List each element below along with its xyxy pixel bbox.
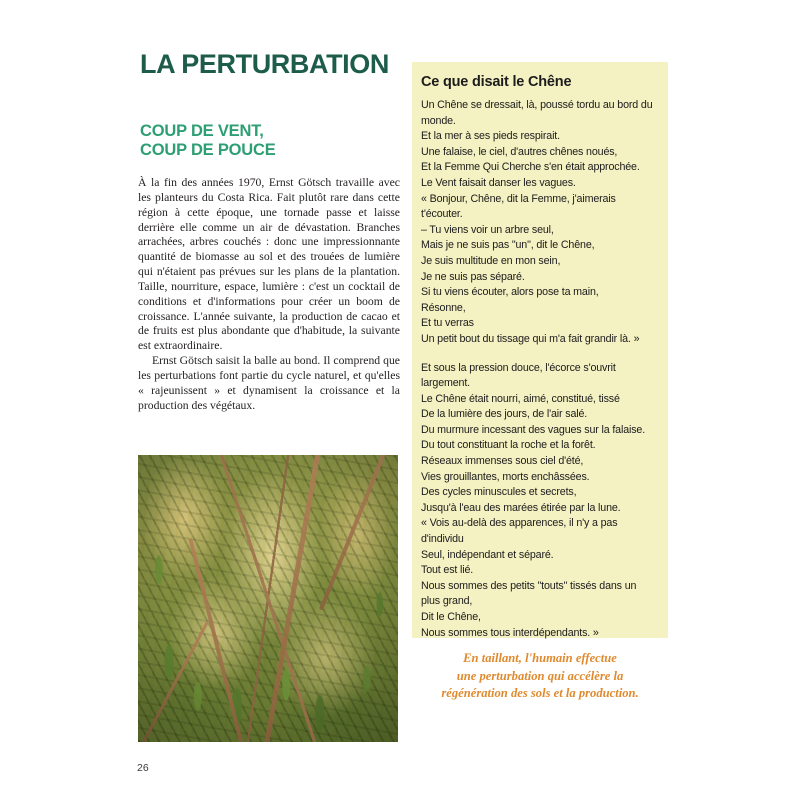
poem-line: Le Vent faisait danser les vagues. [421,176,576,189]
poem-lines [421,98,658,641]
poem-line: – Tu viens voir un arbre seul, [421,223,554,236]
poem-line: Je suis multitude en mon sein, [421,254,561,267]
section-title-line-1: COUP DE VENT, [140,122,264,140]
body-paragraph-2: Ernst Götsch saisit la balle au bond. Il comprend que les perturbations font partie du cycle naturel, et qu'elles « rajeunissent » et dynamisent la croissance et la production des végétaux. [138,354,400,412]
caption-line-2: une perturbation qui accélère la [456,668,624,683]
photo-vignette [138,455,398,742]
poem-line: Réseaux immenses sous ciel d'été, [421,455,584,468]
page-title: LA PERTURBATION [140,49,389,79]
poem-title: Ce que disait le Chêne [421,74,572,90]
poem-callout-box [412,62,668,638]
poem-line: Vies grouillantes, morts enchâssées. [421,470,590,483]
poem-line: Et la Femme Qui Cherche s'en était approchée. [421,161,640,174]
page-number: 26 [137,762,149,774]
poem-line: « Bonjour, Chêne, dit la Femme, j'aimerais t'écouter. [421,192,616,221]
poem-line: Du tout constituant la roche et la forêt. [421,439,596,452]
poem-line: Et la mer à ses pieds respirait. [421,130,560,143]
body-paragraph-1: À la fin des années 1970, Ernst Götsch travaille avec les planteurs du Costa Rica. Fait plutôt rare dans cette région à cette époque, une tornade passe et laisse derrière elle comme un air de dévastation. Branches arrachées, arbres couchés : donc une impressionnante quantité de biomasse au sol et des trouées de lumière qui n'étaient pas prévues sur les plans de la plantation. Taille, nourriture, espace, lumière : c'est un cocktail de conditions et d'informations pour créer un boom de croissance. L'année suivante, la production de cacao et de fruits est plus abondante que d'habitude, la suivante est extraordinaire. [138,176,400,353]
section-title-line-2: COUP DE POUCE [140,141,276,160]
poem-line-blank [421,348,658,361]
poem-line: Résonne, [421,301,466,314]
poem-line: Nous sommes tous interdépendants. » [421,626,599,639]
poem-line: Je ne suis pas séparé. [421,270,525,283]
poem-line: Si tu viens écouter, alors pose ta main, [421,286,599,299]
poem-line: De la lumière des jours, de l'air salé. [421,408,588,421]
poem-line: Un petit bout du tissage qui m'a fait grandir là. » [421,332,640,345]
poem-line: Et sous la pression douce, l'écorce s'ouvrit largement. [421,361,616,390]
caption-line-1: En taillant, l'humain effectue [463,651,617,665]
pull-quote-caption [412,650,668,703]
section-title [140,122,276,161]
poem-line: Une falaise, le ciel, d'autres chênes noués, [421,145,618,158]
vegetation-photo [138,455,398,742]
poem-line: Seul, indépendant et séparé. [421,548,554,561]
poem-line: Des cycles minuscules et secrets, [421,486,577,499]
poem-line: Jusqu'à l'eau des marées étirée par la lune. [421,501,621,514]
poem-line: Le Chêne était nourri, aimé, constitué, tissé [421,392,620,405]
poem-line: Nous sommes des petits "touts" tissés dans un plus grand, [421,579,637,608]
poem-line: « Vois au-delà des apparences, il n'y a pas d'individu [421,517,618,546]
poem-line: Dit le Chêne, [421,611,481,623]
poem-line: Du murmure incessant des vagues sur la falaise. [421,423,646,436]
poem-line: Tout est lié. [421,564,474,577]
left-text-column [138,49,400,412]
poem-line: Et tu verras [421,317,474,330]
poem-line: Un Chêne se dressait, là, poussé tordu au bord du monde. [421,99,653,127]
poem-line: Mais je ne suis pas "un", dit le Chêne, [421,239,595,252]
caption-line-3: régénération des sols et la production. [441,686,639,700]
body-text [138,176,400,414]
